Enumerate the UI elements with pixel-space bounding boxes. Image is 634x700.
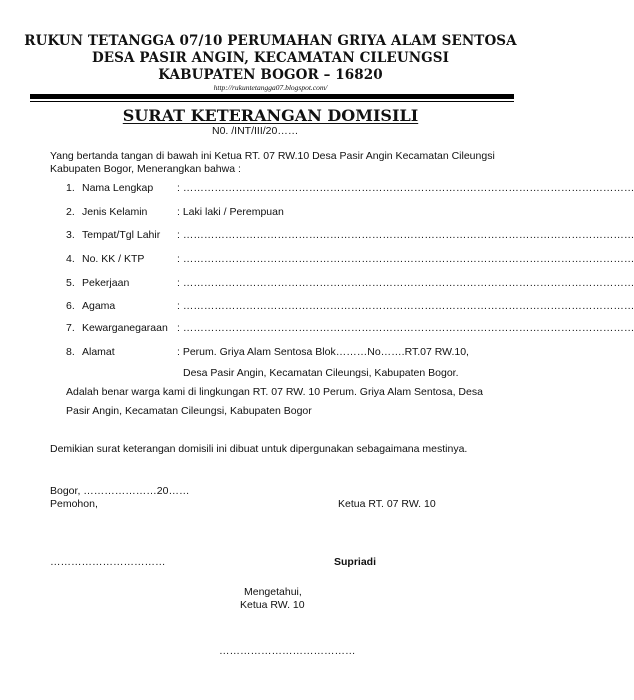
applicant-label: Pemohon,: [50, 498, 98, 510]
field-number: 4.: [66, 253, 75, 265]
closing-statement: Demikian surat keterangan domisili ini dibuat untuk dipergunakan sebagaimana mestinya.: [50, 443, 468, 455]
document-title: SURAT KETERANGAN DOMISILI: [122, 106, 419, 125]
address-continuation: Desa Pasir Angin, Kecamatan Cileungsi, Kabupaten Bogor.: [183, 367, 459, 379]
letterhead-line-1: RUKUN TETANGGA 07/10 PERUMAHAN GRIYA ALAM SENTOSA: [24, 33, 517, 49]
statement-line-1: Adalah benar warga kami di lingkungan RT. 07 RW. 10 Perum. Griya Alam Sentosa, Desa: [66, 386, 483, 398]
place-and-date: Bogor, …………………20……: [50, 485, 190, 497]
field-value-nama-lengkap: : …………………………………………………………………………………………………………………: [177, 182, 634, 194]
field-label-nama-lengkap: Nama Lengkap: [82, 182, 154, 194]
letter-number: N0. /INT/III/20……: [212, 125, 299, 137]
field-value-jenis-kelamin: : Laki laki / Perempuan: [177, 206, 284, 218]
field-label-no-kk-ktp: No. KK / KTP: [82, 253, 145, 265]
letterhead-line-3: KABUPATEN BOGOR – 16820: [158, 67, 383, 83]
field-label-kewarganegaraan: Kewarganegaraan: [82, 322, 168, 334]
letterhead-thin-rule: [30, 101, 514, 102]
rw-signature-line: …………………………………: [219, 645, 356, 657]
field-label-pekerjaan: Pekerjaan: [82, 277, 130, 289]
field-number: 5.: [66, 277, 75, 289]
field-number: 1.: [66, 182, 75, 194]
field-value-pekerjaan: : …………………………………………………………………………………………………………………: [177, 277, 634, 289]
field-value-kewarganegaraan: : …………………………………………………………………………………………………………………: [177, 322, 634, 334]
field-value-no-kk-ktp: : …………………………………………………………………………………………………………………: [177, 253, 634, 265]
field-value-tempat-tgl-lahir: : …………………………………………………………………………………………………………………: [177, 229, 634, 241]
field-number: 8.: [66, 346, 75, 358]
applicant-signature-line: ……………………………: [50, 556, 166, 568]
statement-line-2: Pasir Angin, Kecamatan Cileungsi, Kabupaten Bogor: [66, 405, 312, 417]
field-number: 6.: [66, 300, 75, 312]
field-number: 3.: [66, 229, 75, 241]
field-label-agama: Agama: [82, 300, 116, 312]
field-value-alamat: : Perum. Griya Alam Sentosa Blok………No…….RT.07 RW.10,: [177, 346, 469, 358]
letterhead-line-2: DESA PASIR ANGIN, KECAMATAN CILEUNGSI: [91, 50, 450, 66]
letterhead-thick-rule: [30, 94, 514, 99]
field-number: 2.: [66, 206, 75, 218]
field-number: 7.: [66, 322, 75, 334]
rt-head-name: Supriadi: [334, 556, 377, 568]
intro-line-2: Kabupaten Bogor, Menerangkan bahwa :: [50, 163, 241, 175]
field-label-jenis-kelamin: Jenis Kelamin: [82, 206, 148, 218]
rw-head-label: Ketua RW. 10: [240, 599, 305, 611]
field-label-tempat-tgl-lahir: Tempat/Tgl Lahir: [82, 229, 161, 241]
field-label-alamat: Alamat: [82, 346, 115, 358]
letterhead-url: http://rukuntetangga07.blogspot.com/: [213, 83, 328, 92]
field-value-agama: : …………………………………………………………………………………………………………………: [177, 300, 634, 312]
acknowledged-label: Mengetahui,: [244, 586, 302, 598]
intro-line-1: Yang bertanda tangan di bawah ini Ketua RT. 07 RW.10 Desa Pasir Angin Kecamatan Cileungsi: [50, 150, 495, 162]
rt-head-label: Ketua RT. 07 RW. 10: [338, 498, 436, 510]
